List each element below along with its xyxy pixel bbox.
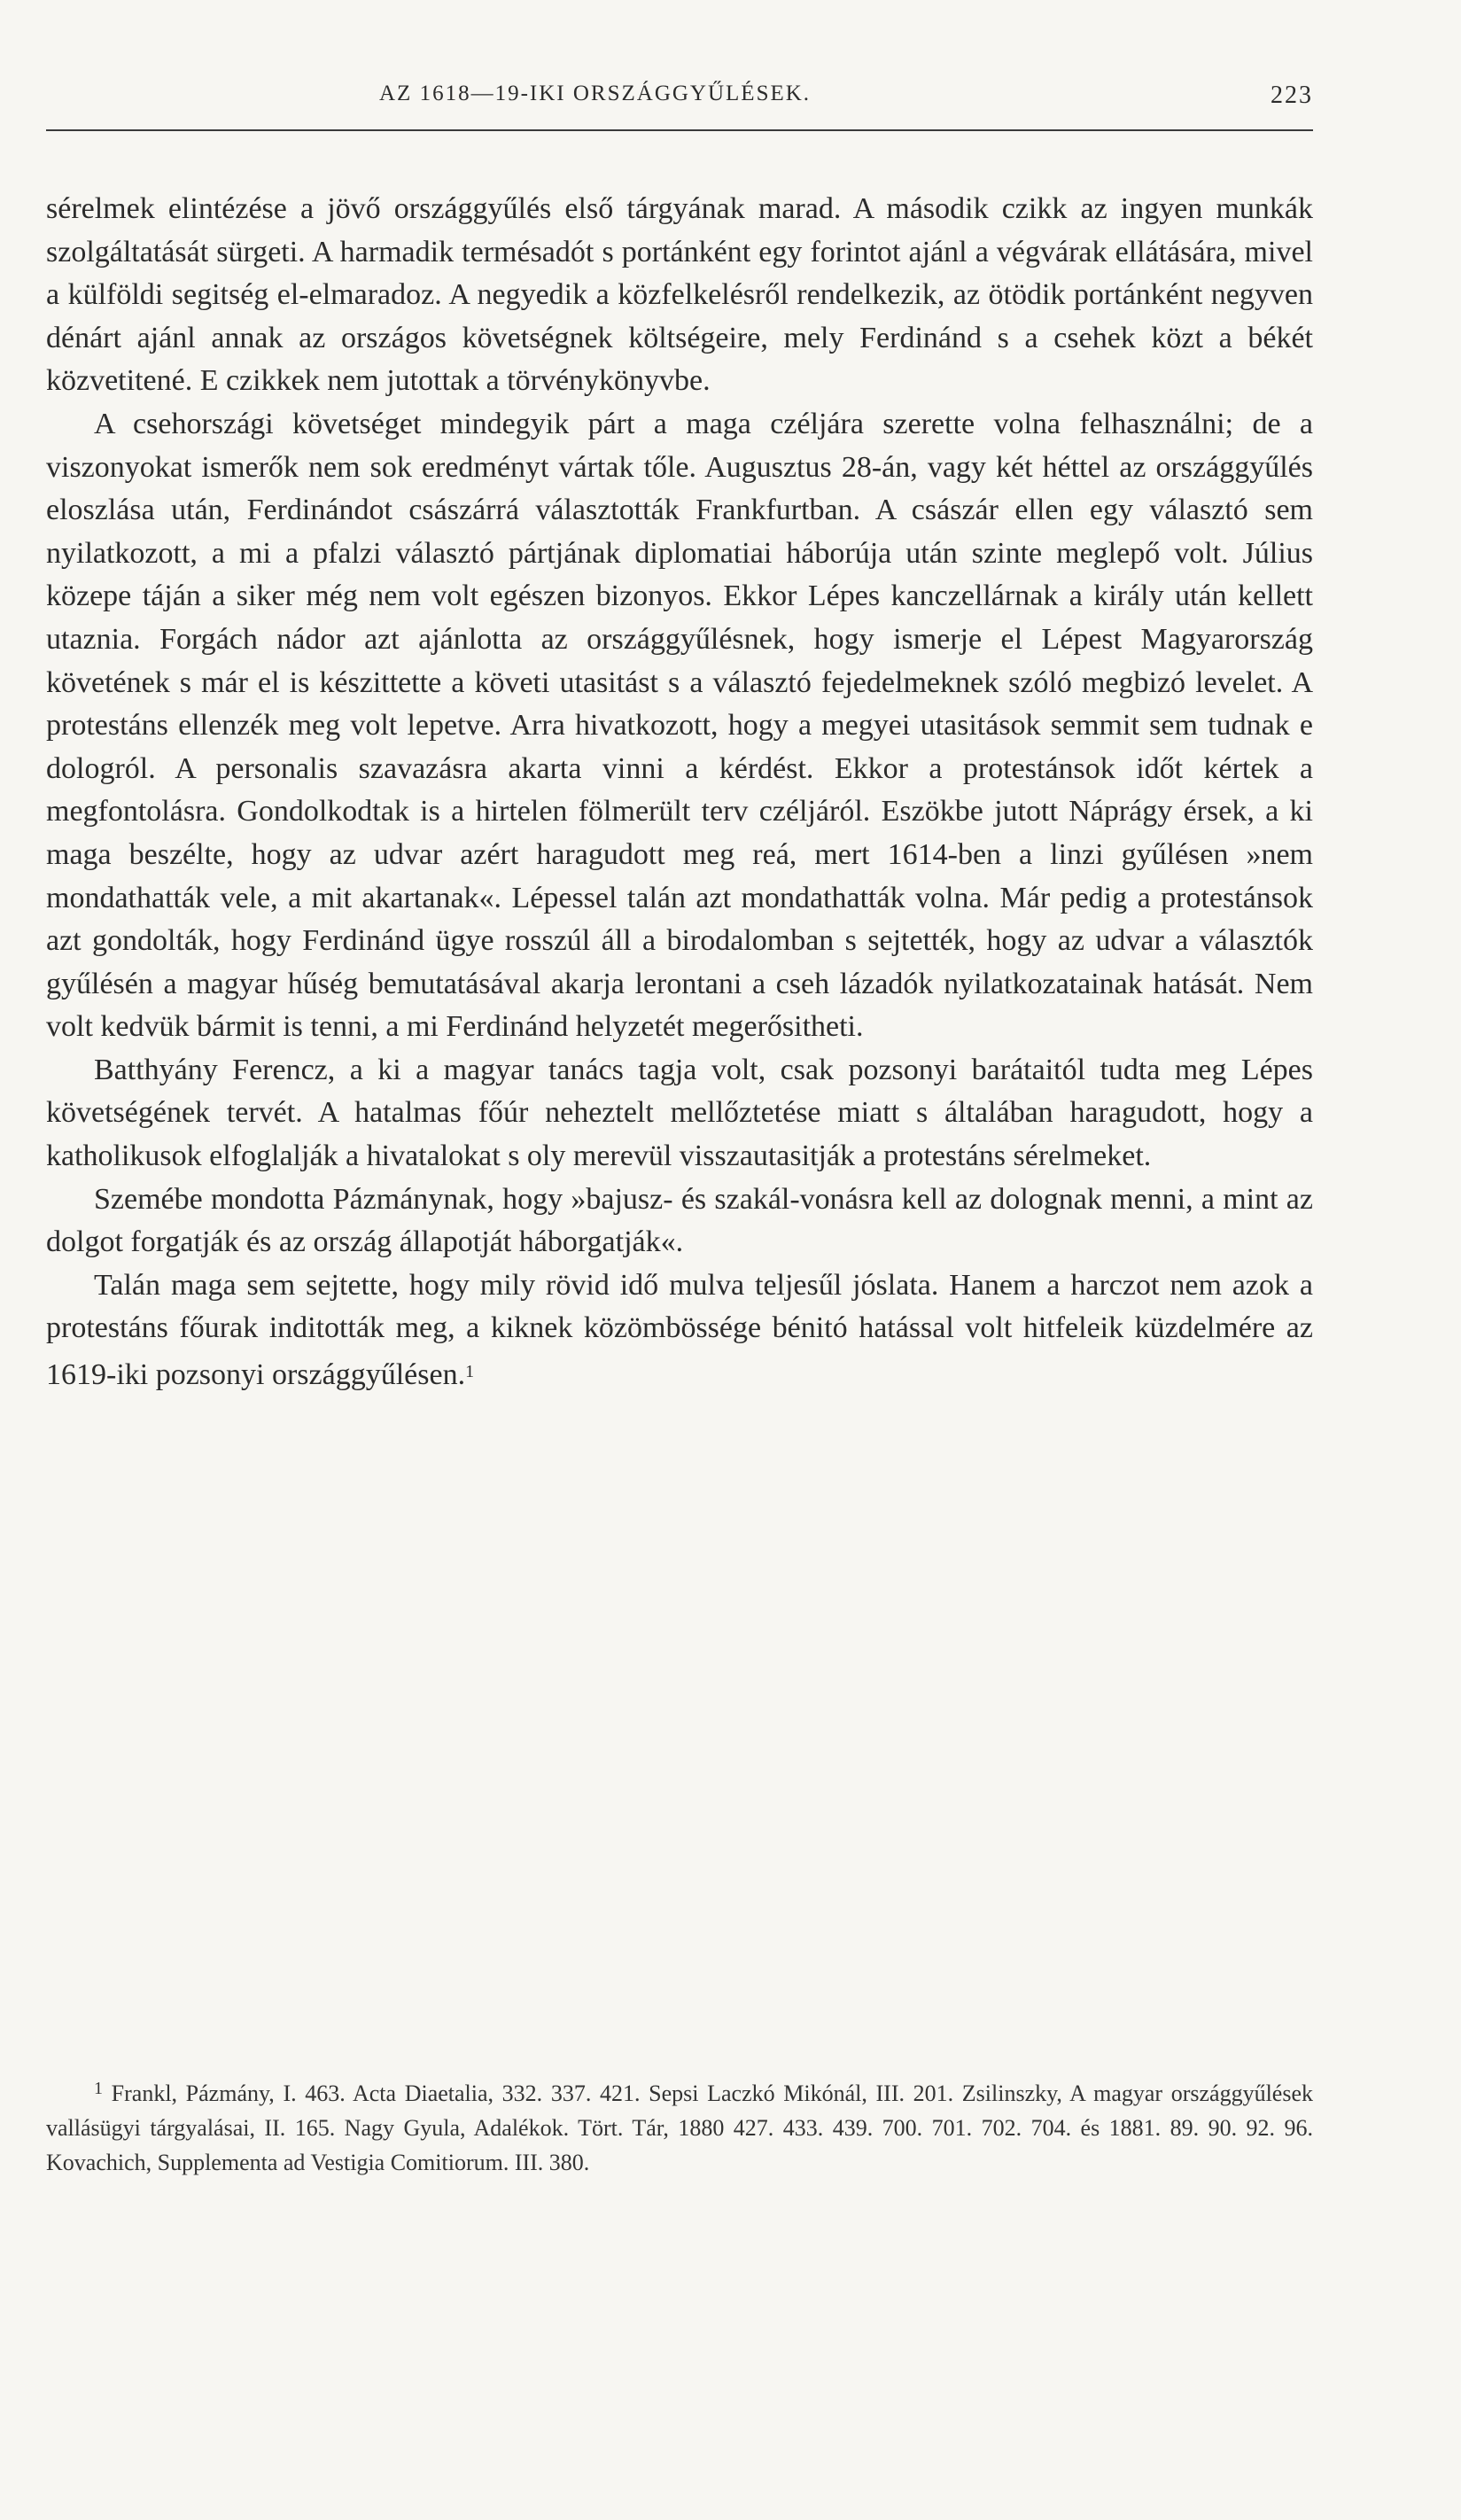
running-title: AZ 1618—19-IKI ORSZÁGGYŰLÉSEK. xyxy=(379,82,812,105)
paragraph-with-footnote xyxy=(46,1264,1313,1397)
body-text xyxy=(46,188,1313,1397)
running-head xyxy=(46,82,1313,126)
footnote xyxy=(46,2072,1313,2180)
footnote-marker: 1 xyxy=(94,2079,103,2098)
page xyxy=(46,0,1313,2520)
paragraph-text: Talán maga sem sejtette, hogy mily rövid idő mulva teljesűl jóslata. Hanem a harczot nem azok a protestáns főurak inditották meg, a kiknek közömbössége bénitó hatással volt hitfeleik küzdelmére az 1619-iki pozsonyi országgyűlésen. xyxy=(46,1268,1313,1392)
paragraph: sérelmek elintézése a jövő országgyűlés első tárgyának marad. A második czikk az ingyen munkák szolgáltatását sürgeti. A harmadik termésadót s portánként egy forintot ajánl a végvárak ellátására, mivel a külföldi segitség el-elmaradoz. A negyedik a közfelkelésről rendelkezik, az ötödik portánként negyven dénárt ajánl annak az országos követségnek költségeire, mely Ferdinánd s a csehek közt a békét közvetitené. E czikkek nem jutottak a törvénykönyvbe. xyxy=(46,192,1313,398)
footnote-text: Frankl, Pázmány, I. 463. Acta Diaetalia, 332. 337. 421. Sepsi Laczkó Mikónál, III. 201. Zsilinszky, A magyar országgyűlések vallásügyi tárgyalásai, II. 165. Nagy Gyula, Adalékok. Tört. Tár, 1880 427. 433. 439. 700. 701. 702. 704. és 1881. 89. 90. 92. 96. Kovachich, Supplementa ad Vestigia Comitiorum. III. 380. xyxy=(46,2081,1314,2175)
header-rule xyxy=(46,129,1313,131)
page-number: 223 xyxy=(1271,82,1313,109)
footnotes xyxy=(46,2072,1313,2180)
footnote-reference: 1 xyxy=(465,1362,475,1382)
paragraph: Batthyány Ferencz, a ki a magyar tanács tagja volt, csak pozsonyi barátaitól tudta meg Lépes követségének tervét. A hatalmas főúr neheztelt mellőztetése miatt s általában haragudott, hogy a katholikusok elfoglalják a hivatalokat s oly merevül visszautasitják a protestáns sérelmeket. xyxy=(46,1053,1313,1173)
paragraph: Szemébe mondotta Pázmánynak, hogy »bajusz- és szakál-vonásra kell az dolognak menni, a mint az dolgot forgatják és az ország állapotját háborgatják«. xyxy=(46,1182,1313,1259)
paragraph: A csehországi követséget mindegyik párt a maga czéljára szerette volna felhasználni; de a viszonyokat ismerők nem sok eredményt vártak tőle. Augusztus 28-án, vagy két héttel az országgyűlés eloszlása után, Ferdinándot császárrá választották Frankfurtban. A császár ellen egy választó sem nyilatkozott, a mi a pfalzi választó pártjának diplomatiai háborúja után szinte meglepő volt. Július közepe táján a siker még nem volt egészen bizonyos. Ekkor Lépes kanczellárnak a király után kellett utaznia. Forgách nádor azt ajánlotta az országgyűlésnek, hogy ismerje el Lépest Magyarország követének s már el is készittette a követi utasitást s a választó fejedelmeknek szóló megbizó levelet. A protestáns ellenzék meg volt lepetve. Arra hivatkozott, hogy a megyei utasitások semmit sem tudnak e dologról. A personalis szavazásra akarta vinni a kérdést. Ekkor a protestánsok időt kértek a megfontolásra. Gondolkodtak is a hirtelen fölmerült terv czéljáról. Eszökbe jutott Náprágy érsek, a ki maga beszélte, hogy az udvar azért haragudott meg reá, mert 1614-ben a linzi gyűlésen »nem mondathatták vele, a mit akartanak«. Lépessel talán azt mondathatták volna. Már pedig a protestánsok azt gondolták, hogy Ferdinánd ügye rosszúl áll a birodalomban s sejtették, hogy az udvar a választók gyűlésén a magyar hűség bemutatásával akarja lerontani a cseh lázadók nyilatkozatainak hatását. Nem volt kedvük bármit is tenni, a mi Ferdinánd helyzetét megerősitheti. xyxy=(46,407,1313,1044)
